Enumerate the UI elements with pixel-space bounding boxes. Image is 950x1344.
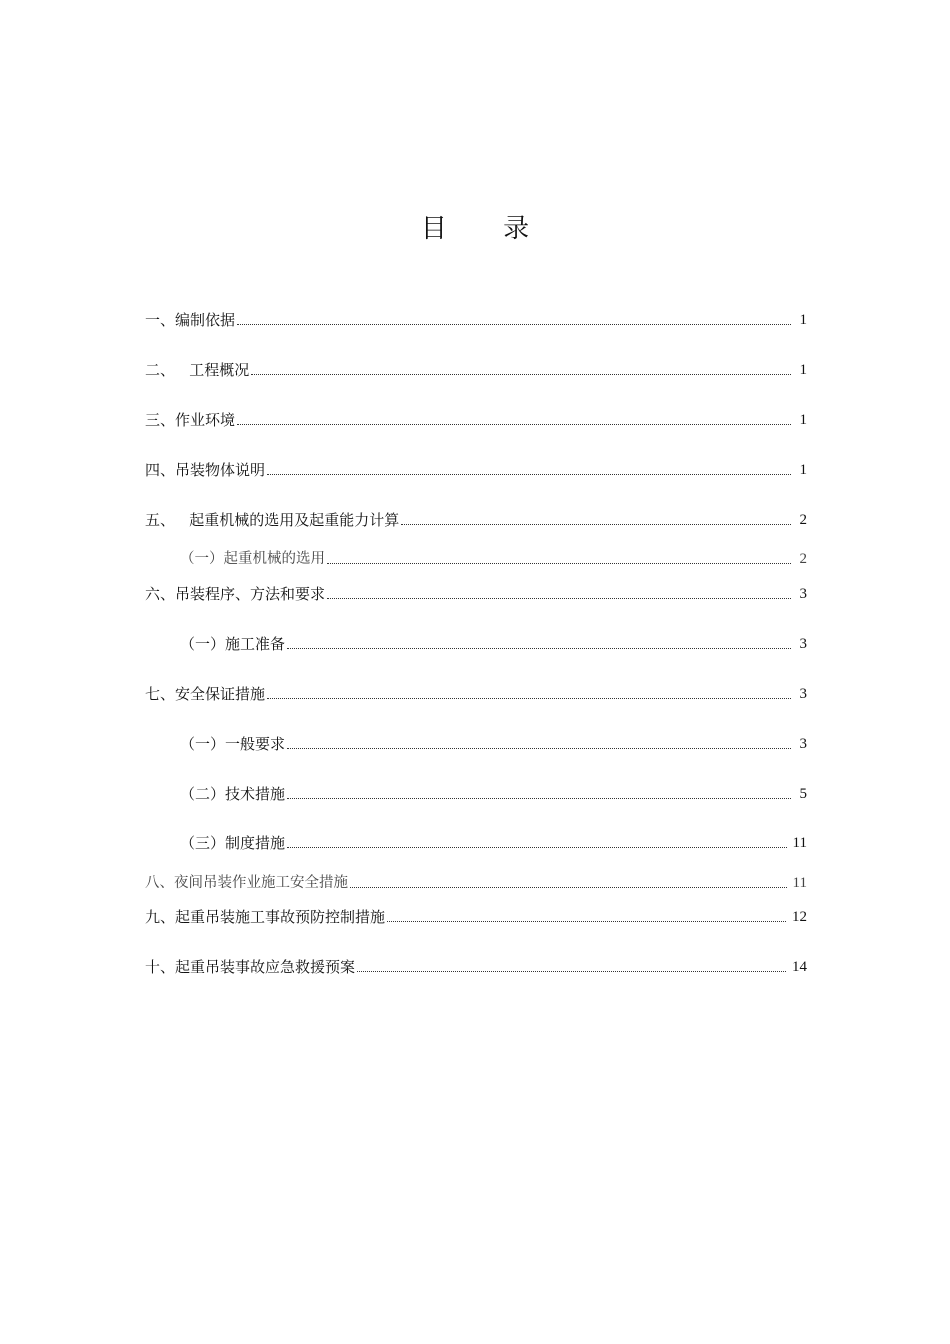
toc-entry-label: 十、起重吊装事故应急救援预案	[145, 958, 356, 976]
toc-entry-label: 三、作业环境	[145, 411, 236, 429]
toc-leader-dots	[327, 598, 791, 599]
toc-entry[interactable]	[180, 782, 807, 804]
toc-entry[interactable]	[145, 955, 807, 977]
toc-entry-page: 11	[792, 875, 807, 891]
toc-entry[interactable]	[180, 732, 807, 754]
toc-leader-dots	[287, 748, 791, 749]
toc-entry-page: 1	[799, 312, 807, 328]
toc-leader-dots	[267, 474, 791, 475]
toc-leader-dots	[287, 648, 791, 649]
toc-leader-dots	[357, 971, 786, 972]
toc-entry-label: 九、起重吊装施工事故预防控制措施	[145, 908, 386, 926]
toc-entry-page: 3	[799, 736, 807, 752]
toc-entry[interactable]	[180, 632, 807, 654]
toc-entry[interactable]	[145, 582, 807, 604]
toc-entry-label: 八、夜间吊装作业施工安全措施	[145, 875, 348, 891]
toc-entry[interactable]	[145, 508, 807, 530]
toc-entry-page: 1	[799, 412, 807, 428]
toc-entry-page: 14	[792, 959, 807, 975]
toc-entry-page: 2	[799, 551, 807, 567]
toc-entry-label: 一、编制依据	[145, 311, 236, 329]
toc-leader-dots	[251, 374, 791, 375]
toc-leader-dots	[267, 698, 791, 699]
toc-leader-dots	[287, 847, 787, 848]
toc-leader-dots	[237, 324, 791, 325]
toc-entry-label: 五、 起重机械的选用及起重能力计算	[145, 511, 400, 529]
toc-leader-dots	[237, 424, 791, 425]
toc-entry-page: 1	[799, 462, 807, 478]
toc-entry-page: 2	[799, 512, 807, 528]
toc-entry[interactable]	[145, 905, 807, 927]
toc-entry-label: （二）技术措施	[180, 785, 286, 803]
toc-entry-label: 六、吊装程序、方法和要求	[145, 585, 326, 603]
toc-entry-label: （一）起重机械的选用	[180, 551, 325, 567]
toc-entry-label: 四、吊装物体说明	[145, 461, 266, 479]
toc-leader-dots	[401, 524, 791, 525]
toc-entry[interactable]	[145, 408, 807, 430]
toc-leader-dots	[287, 798, 791, 799]
toc-leader-dots	[327, 563, 791, 564]
toc-entry[interactable]	[145, 458, 807, 480]
toc-entry-page: 5	[799, 786, 807, 802]
toc-entry-label: 七、安全保证措施	[145, 685, 266, 703]
toc-entry-label: （一）施工准备	[180, 635, 286, 653]
toc-entry[interactable]	[145, 871, 807, 893]
toc-entry-page: 11	[792, 835, 807, 851]
toc-entry[interactable]	[145, 358, 807, 380]
toc-leader-dots	[350, 887, 787, 888]
toc-entry-page: 1	[799, 362, 807, 378]
toc-entry[interactable]	[145, 308, 807, 330]
toc-entry-page: 12	[792, 909, 807, 925]
toc-entry[interactable]	[180, 547, 807, 569]
toc-entry-label: （一）一般要求	[180, 735, 286, 753]
toc-leader-dots	[387, 921, 786, 922]
toc-entry-label: 二、 工程概况	[145, 361, 250, 379]
page-title: 目 录	[420, 214, 554, 244]
toc-entry[interactable]	[145, 682, 807, 704]
toc-entry-page: 3	[799, 686, 807, 702]
toc-entry[interactable]	[180, 831, 807, 853]
toc-entry-page: 3	[799, 636, 807, 652]
toc-entry-page: 3	[799, 586, 807, 602]
toc-entry-label: （三）制度措施	[180, 834, 286, 852]
